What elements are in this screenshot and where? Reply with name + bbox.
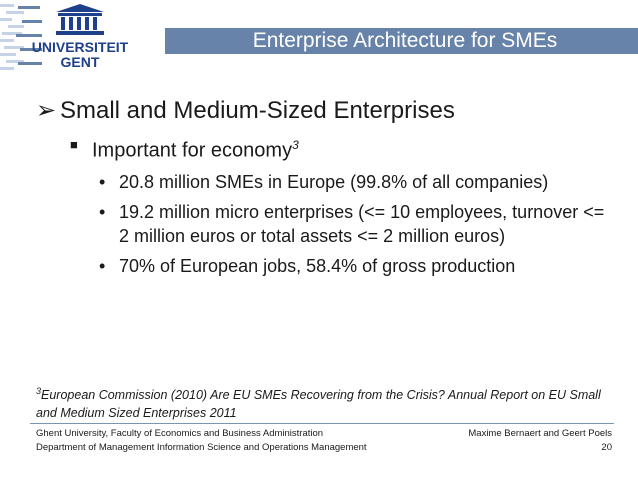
footnote-marker: 3	[292, 138, 299, 152]
sub-item	[70, 132, 618, 164]
logo-line2: GENT	[60, 54, 100, 70]
footer-authors: Maxime Bernaert and Geert Poels	[468, 428, 612, 439]
footnote-number: 3	[36, 386, 42, 396]
heading-item	[36, 96, 618, 126]
ghent-university-logo	[0, 0, 165, 82]
bullet-text: 20.8 million SMEs in Europe (99.8% of all companies)	[119, 171, 549, 192]
bullet-item	[99, 254, 618, 278]
dot-bullet-icon: •	[99, 201, 106, 222]
dot-bullet-icon: •	[99, 255, 106, 276]
page-number: 20	[601, 442, 612, 453]
footer-divider	[30, 423, 614, 424]
bullet-text: 70% of European jobs, 58.4% of gross production	[119, 255, 516, 276]
square-bullet-icon: ■	[70, 137, 78, 152]
arrow-bullet-icon: ➢	[36, 97, 57, 124]
slide-title: Enterprise Architecture for SMEs	[252, 29, 558, 52]
dot-bullet-icon: •	[99, 171, 106, 192]
footnote	[36, 382, 616, 422]
footer-department: Department of Management Information Science and Operations Management	[36, 442, 367, 453]
bullet-item	[99, 200, 618, 248]
footnote-text: European Commission (2010) Are EU SMEs Recovering from the Crisis? Annual Report on EU Small and Medium Sized Enterprises 2011	[36, 388, 601, 421]
footer-faculty: Ghent University, Faculty of Economics and Business Administration	[36, 428, 324, 439]
bullet-item	[99, 170, 618, 194]
sub-text: Important for economy	[92, 139, 293, 162]
bullet-text: 19.2 million micro enterprises (<= 10 employees, turnover <= 2 million euros or total assets <= 2 million euros)	[119, 201, 605, 246]
heading-text: Small and Medium-Sized Enterprises	[60, 97, 455, 124]
slide-content	[36, 96, 618, 284]
footer-meta	[468, 427, 612, 455]
logo-line1: UNIVERSITEIT	[31, 39, 129, 55]
footer-affiliation	[36, 427, 367, 455]
